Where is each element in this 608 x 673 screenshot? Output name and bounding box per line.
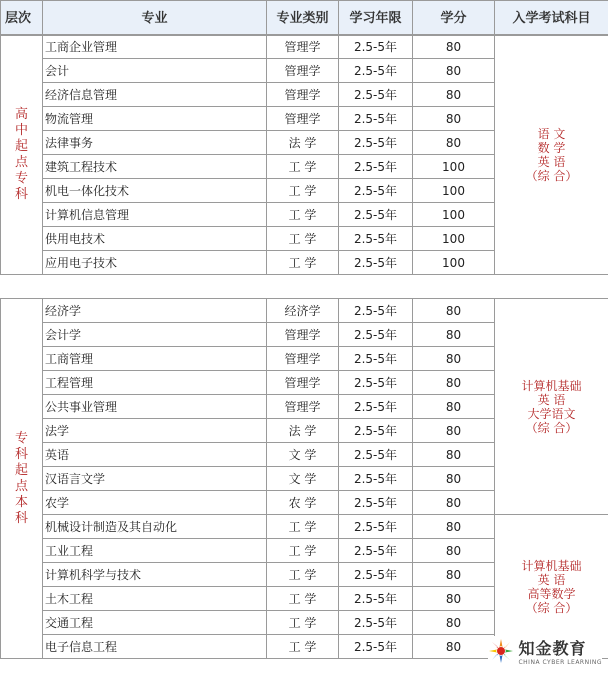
level-cell xyxy=(1,299,43,659)
credits-cell: 80 xyxy=(413,131,495,155)
major-cell: 应用电子技术 xyxy=(43,251,267,275)
brand-logo xyxy=(488,636,602,666)
credits-cell: 100 xyxy=(413,155,495,179)
years-cell: 2.5-5年 xyxy=(339,443,413,467)
years-cell: 2.5-5年 xyxy=(339,347,413,371)
category-cell: 法 学 xyxy=(267,131,339,155)
category-cell: 工 学 xyxy=(267,203,339,227)
header-major: 专业 xyxy=(43,1,267,36)
credits-cell: 80 xyxy=(413,323,495,347)
exam-subject: （综 合） xyxy=(525,420,578,435)
credits-cell: 80 xyxy=(413,611,495,635)
table-row xyxy=(1,515,608,539)
category-cell: 管理学 xyxy=(267,347,339,371)
major-cell: 供用电技术 xyxy=(43,227,267,251)
exam-subject: 数 学 xyxy=(537,140,566,155)
level-cell xyxy=(1,35,43,275)
credits-cell: 80 xyxy=(413,635,495,659)
category-cell: 农 学 xyxy=(267,491,339,515)
major-cell: 经济学 xyxy=(43,299,267,323)
header-level: 层次 xyxy=(1,1,43,36)
category-cell: 工 学 xyxy=(267,587,339,611)
category-cell: 管理学 xyxy=(267,107,339,131)
years-cell: 2.5-5年 xyxy=(339,491,413,515)
credits-cell: 80 xyxy=(413,107,495,131)
major-cell: 计算机信息管理 xyxy=(43,203,267,227)
logo-burst-icon xyxy=(488,638,514,664)
years-cell: 2.5-5年 xyxy=(339,155,413,179)
major-cell: 工业工程 xyxy=(43,539,267,563)
years-cell: 2.5-5年 xyxy=(339,563,413,587)
years-cell: 2.5-5年 xyxy=(339,131,413,155)
credits-cell: 80 xyxy=(413,539,495,563)
category-cell: 管理学 xyxy=(267,35,339,59)
category-cell: 工 学 xyxy=(267,539,339,563)
major-cell: 工程管理 xyxy=(43,371,267,395)
credits-cell: 80 xyxy=(413,371,495,395)
category-cell: 管理学 xyxy=(267,59,339,83)
exam-cell xyxy=(495,35,608,275)
major-cell: 法学 xyxy=(43,419,267,443)
credits-cell: 80 xyxy=(413,299,495,323)
credits-cell: 80 xyxy=(413,443,495,467)
exam-subject: 计算机基础 xyxy=(521,558,582,573)
exam-subject: 英 语 xyxy=(537,572,566,587)
major-cell: 计算机科学与技术 xyxy=(43,563,267,587)
credits-cell: 80 xyxy=(413,35,495,59)
header-credits: 学分 xyxy=(413,1,495,36)
section-bachelor xyxy=(0,298,608,659)
years-cell: 2.5-5年 xyxy=(339,419,413,443)
years-cell: 2.5-5年 xyxy=(339,227,413,251)
major-cell: 会计 xyxy=(43,59,267,83)
years-cell: 2.5-5年 xyxy=(339,203,413,227)
credits-cell: 100 xyxy=(413,179,495,203)
credits-cell: 80 xyxy=(413,467,495,491)
years-cell: 2.5-5年 xyxy=(339,611,413,635)
major-cell: 机械设计制造及其自动化 xyxy=(43,515,267,539)
level-label: 高中起点专科 xyxy=(14,106,28,202)
table-row xyxy=(1,35,608,59)
header-category: 专业类别 xyxy=(267,1,339,36)
category-cell: 管理学 xyxy=(267,83,339,107)
major-cell: 农学 xyxy=(43,491,267,515)
years-cell: 2.5-5年 xyxy=(339,35,413,59)
credits-cell: 100 xyxy=(413,251,495,275)
exam-subject: （综 合） xyxy=(525,600,578,615)
major-cell: 物流管理 xyxy=(43,107,267,131)
exam-subject: 大学语文 xyxy=(527,406,576,421)
major-cell: 电子信息工程 xyxy=(43,635,267,659)
years-cell: 2.5-5年 xyxy=(339,371,413,395)
exam-subject: （综 合） xyxy=(525,168,578,183)
credits-cell: 80 xyxy=(413,563,495,587)
years-cell: 2.5-5年 xyxy=(339,299,413,323)
category-cell: 法 学 xyxy=(267,419,339,443)
years-cell: 2.5-5年 xyxy=(339,467,413,491)
major-cell: 经济信息管理 xyxy=(43,83,267,107)
section-vocational xyxy=(0,34,608,275)
major-cell: 公共事业管理 xyxy=(43,395,267,419)
major-cell: 工商管理 xyxy=(43,347,267,371)
major-cell: 机电一体化技术 xyxy=(43,179,267,203)
exam-subject: 计算机基础 xyxy=(521,378,582,393)
category-cell: 工 学 xyxy=(267,227,339,251)
credits-cell: 100 xyxy=(413,203,495,227)
category-cell: 工 学 xyxy=(267,611,339,635)
category-cell: 工 学 xyxy=(267,155,339,179)
logo-tagline: CHINA CYBER LEARNING xyxy=(518,659,602,666)
years-cell: 2.5-5年 xyxy=(339,395,413,419)
years-cell: 2.5-5年 xyxy=(339,323,413,347)
exam-subject: 语 文 xyxy=(537,126,566,141)
years-cell: 2.5-5年 xyxy=(339,83,413,107)
years-cell: 2.5-5年 xyxy=(339,179,413,203)
category-cell: 工 学 xyxy=(267,515,339,539)
years-cell: 2.5-5年 xyxy=(339,539,413,563)
category-cell: 工 学 xyxy=(267,179,339,203)
table-header xyxy=(0,0,608,36)
exam-subject: 高等数学 xyxy=(527,586,576,601)
exam-subject: 英 语 xyxy=(537,154,566,169)
category-cell: 文 学 xyxy=(267,467,339,491)
credits-cell: 80 xyxy=(413,395,495,419)
category-cell: 管理学 xyxy=(267,371,339,395)
years-cell: 2.5-5年 xyxy=(339,251,413,275)
years-cell: 2.5-5年 xyxy=(339,515,413,539)
credits-cell: 80 xyxy=(413,83,495,107)
credits-cell: 80 xyxy=(413,347,495,371)
years-cell: 2.5-5年 xyxy=(339,635,413,659)
years-cell: 2.5-5年 xyxy=(339,59,413,83)
header-exam: 入学考试科目 xyxy=(495,1,608,36)
table-row xyxy=(1,299,608,323)
major-cell: 土木工程 xyxy=(43,587,267,611)
major-cell: 建筑工程技术 xyxy=(43,155,267,179)
category-cell: 管理学 xyxy=(267,323,339,347)
major-cell: 英语 xyxy=(43,443,267,467)
category-cell: 文 学 xyxy=(267,443,339,467)
major-cell: 汉语言文学 xyxy=(43,467,267,491)
logo-name: 知金教育 xyxy=(518,639,587,658)
major-cell: 工商企业管理 xyxy=(43,35,267,59)
level-label: 专科起点本科 xyxy=(14,430,28,526)
credits-cell: 80 xyxy=(413,491,495,515)
credits-cell: 80 xyxy=(413,587,495,611)
major-cell: 交通工程 xyxy=(43,611,267,635)
exam-cell xyxy=(495,299,608,515)
credits-cell: 80 xyxy=(413,419,495,443)
major-cell: 会计学 xyxy=(43,323,267,347)
credits-cell: 80 xyxy=(413,59,495,83)
category-cell: 工 学 xyxy=(267,251,339,275)
years-cell: 2.5-5年 xyxy=(339,107,413,131)
years-cell: 2.5-5年 xyxy=(339,587,413,611)
credits-cell: 80 xyxy=(413,515,495,539)
major-cell: 法律事务 xyxy=(43,131,267,155)
category-cell: 经济学 xyxy=(267,299,339,323)
exam-subject: 英 语 xyxy=(537,392,566,407)
category-cell: 管理学 xyxy=(267,395,339,419)
header-years: 学习年限 xyxy=(339,1,413,36)
category-cell: 工 学 xyxy=(267,635,339,659)
category-cell: 工 学 xyxy=(267,563,339,587)
credits-cell: 100 xyxy=(413,227,495,251)
